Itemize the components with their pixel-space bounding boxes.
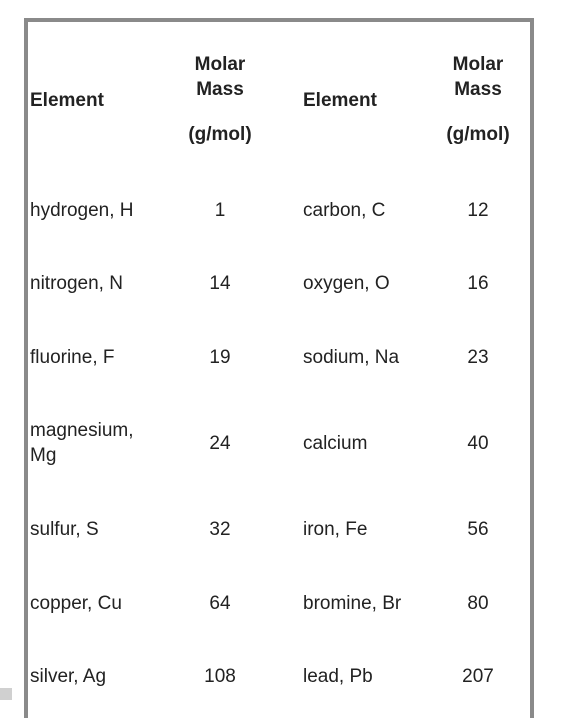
header-molar-right: Molar: [452, 54, 504, 75]
header-molar-mass-left: [176, 52, 264, 147]
molar-mass-value: 40: [467, 433, 489, 454]
header-molar-left: Molar: [194, 54, 246, 75]
header-mass-right: Mass: [454, 79, 502, 100]
element-name: sulfur, S: [30, 519, 99, 540]
element-name: [30, 418, 180, 468]
molar-mass-value: 108: [204, 666, 236, 687]
element-name: calcium: [303, 433, 368, 454]
element-name: carbon, C: [303, 200, 386, 221]
element-name-line2: Mg: [30, 445, 57, 466]
molar-mass-value: 12: [467, 200, 489, 221]
element-name: copper, Cu: [30, 593, 122, 614]
header-mass-left: Mass: [196, 79, 244, 100]
header-element-right: Element: [303, 90, 377, 111]
molar-mass-value: 19: [209, 347, 231, 368]
element-name: sodium, Na: [303, 347, 400, 368]
molar-mass-value: 1: [214, 200, 226, 221]
element-name: silver, Ag: [30, 666, 107, 687]
element-name: hydrogen, H: [30, 200, 134, 221]
element-name: oxygen, O: [303, 273, 390, 294]
molar-mass-value: 24: [209, 433, 231, 454]
molar-mass-value: 14: [209, 273, 231, 294]
molar-mass-value: 32: [209, 519, 231, 540]
element-name: iron, Fe: [303, 519, 368, 540]
molar-mass-value: 16: [467, 273, 489, 294]
molar-mass-value: 207: [462, 666, 494, 687]
element-name: nitrogen, N: [30, 273, 123, 294]
header-element-left: Element: [30, 90, 104, 111]
element-name: lead, Pb: [303, 666, 373, 687]
molar-mass-value: 64: [209, 593, 231, 614]
molar-mass-value: 56: [467, 519, 489, 540]
header-unit-left: (g/mol): [188, 124, 252, 145]
element-name: bromine, Br: [303, 593, 402, 614]
molar-mass-table: [24, 18, 534, 718]
header-unit-right: (g/mol): [446, 124, 510, 145]
molar-mass-value: 23: [467, 347, 489, 368]
molar-mass-value: 80: [467, 593, 489, 614]
element-name: fluorine, F: [30, 347, 115, 368]
corner-mark: [0, 688, 12, 700]
element-name-line1: magnesium,: [30, 420, 134, 441]
header-molar-mass-right: [433, 52, 523, 147]
